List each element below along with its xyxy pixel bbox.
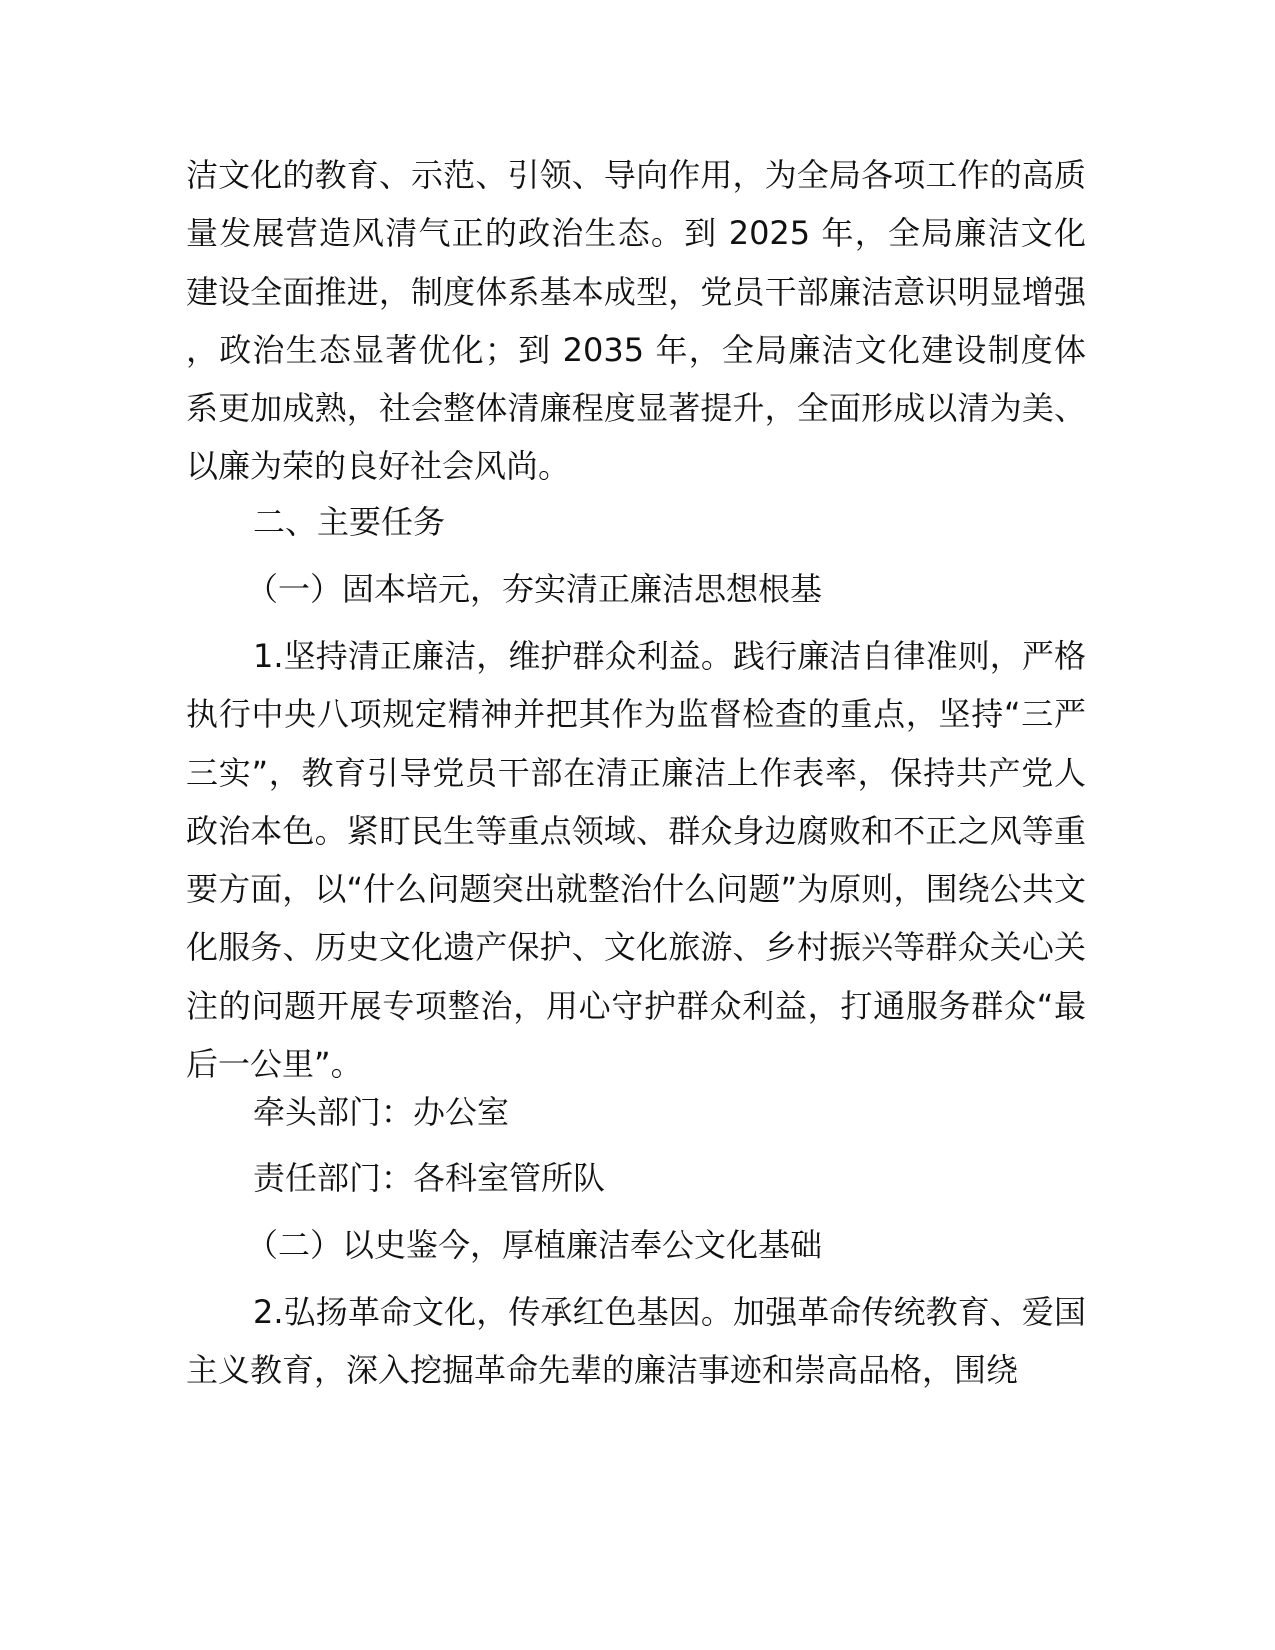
lead-department-line: 牵头部门：办公室: [253, 1093, 510, 1131]
subsection-heading-1: （一）固本培元，夯实清正廉洁思想根基: [246, 570, 823, 608]
subsection-heading-2: （二）以史鉴今，厚植廉洁奉公文化基础: [246, 1226, 823, 1264]
responsible-department-line: 责任部门：各科室管所队: [253, 1159, 606, 1197]
section-heading-main-tasks: 二、主要任务: [253, 503, 446, 541]
task-item-1: 1.坚持清正廉洁，维护群众利益。践行廉洁自律准则，严格执行中央八项规定精神并把其作为监督检查的重点，坚持“三严三实”，教育引导党员干部在清正廉洁上作表率，保持共产党人政治本色。紧盯民生等重点领域、群众身边腐败和不正之风等重要方面，以“什么问题突出就整治什么问题”为原则，围绕公共文化服务、历史文化遗产保护、文化旅游、乡村振兴等群众关心关注的问题开展专项整治，用心守护群众利益，打通服务群众“最后一公里”。: [186, 637, 1086, 1084]
task-item-2: 2.弘扬革命文化，传承红色基因。加强革命传统教育、爱国主义教育，深入挖掘革命先辈的廉洁事迹和崇高品格，围绕: [186, 1293, 1086, 1390]
paragraph-goals: 洁文化的教育、示范、引领、导向作用，为全局各项工作的高质量发展营造风清气正的政治生态。到 2025 年，全局廉洁文化建设全面推进，制度体系基本成型，党员干部廉洁意识明显增强，政治生态显著优化；到 2035 年，全局廉洁文化建设制度体系更加成熟，社会整体清廉程度显著提升，全面形成以清为美、以廉为荣的良好社会风尚。: [186, 156, 1086, 486]
